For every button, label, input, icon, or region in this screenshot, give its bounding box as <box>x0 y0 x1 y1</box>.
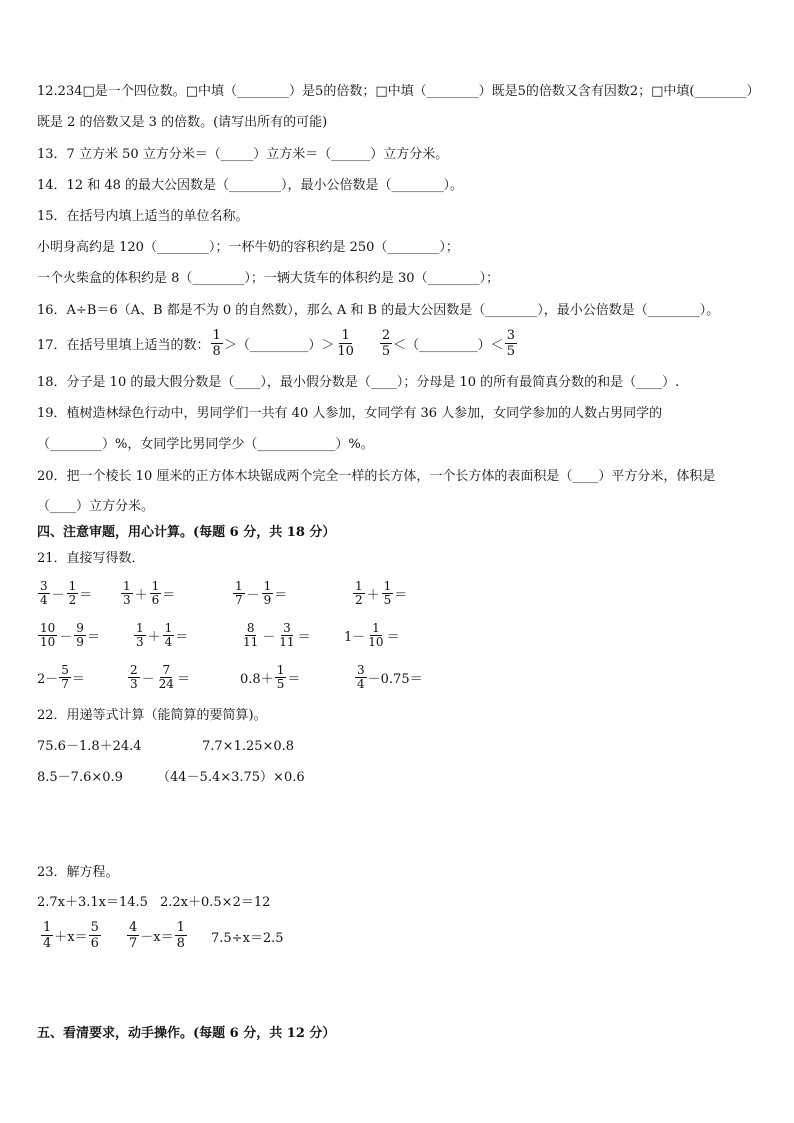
q20-line2: （____）立方分米。 <box>37 499 155 514</box>
q21-r1-c4: $\frac{1}{2}$ ＋ $\frac{1}{5}$ ＝ <box>355 579 408 607</box>
q21-r2-c1: $\frac{10}{10}$ － $\frac{9}{9}$ ＝ <box>40 621 100 649</box>
q20-line1: 20．把一个棱长 10 厘米的正方体木块锯成两个完全一样的长方体，一个长方体的表面积是（____）平方分米，体积是 <box>37 469 716 484</box>
q15-line2: 一个火柴盒的体积约是 8（________）；一辆大货车的体积约是 30（________）； <box>37 271 500 286</box>
q21-r1-c3: $\frac{1}{7}$ － $\frac{1}{9}$ ＝ <box>235 579 288 607</box>
q12-line2: 既是 2 的倍数又是 3 的倍数。(请写出所有的可能) <box>37 115 328 130</box>
q19-line1: 19．植树造林绿色行动中，男同学们一共有 40 人参加，女同学有 36 人参加，女同学参加的人数占男同学的 <box>37 406 663 421</box>
q21-r3-c1: 2－ $\frac{5}{7}$ ＝ <box>37 663 85 691</box>
q14: 14．12 和 48 的最大公因数是（________），最小公倍数是（________）。 <box>37 178 464 193</box>
q23-expr-3: 7.5÷x＝2.5 <box>211 931 284 946</box>
q21-r3-c4: $\frac{3}{4}$ －0.75＝ <box>357 663 423 691</box>
q23-eq-1: $\frac{1}{4}$ ＋x＝ $\frac{5}{6}$ <box>43 920 99 951</box>
q21-r2-c3: $\frac{8}{11}$ － $\frac{3}{11}$ ＝ <box>243 621 311 649</box>
q21-r3-c2: $\frac{2}{3}$ － $\frac{7}{24}$ ＝ <box>130 663 190 691</box>
q21-r1-c1: $\frac{3}{4}$ － $\frac{1}{2}$ ＝ <box>40 579 93 607</box>
q17-fraction-1: $\frac{1}{8}$ <box>212 328 221 359</box>
q23-expr-1: 2.7x＋3.1x＝14.5 <box>37 895 148 910</box>
q17-lt: ＜（_________）＜ <box>393 338 504 353</box>
q22-expr-4: （44－5.4×3.75）×0.6 <box>157 770 305 785</box>
q23-eq-2: $\frac{4}{7}$ －x＝ $\frac{1}{8}$ <box>129 920 185 951</box>
q23-expr-2: 2.2x＋0.5×2＝12 <box>160 895 271 910</box>
q13: 13．7 立方米 50 立方分米＝（_____）立方米＝（______）立方分米。 <box>37 147 449 162</box>
q21-title: 21．直接写得数． <box>37 551 145 566</box>
q21-r2-c2: $\frac{1}{3}$ ＋ $\frac{1}{4}$ ＝ <box>136 621 189 649</box>
q21-r2-c4: 1－ $\frac{1}{10}$ ＝ <box>344 621 400 649</box>
q17-fraction-2: $\frac{1}{10}$ <box>337 328 354 359</box>
q23-title: 23．解方程。 <box>37 865 119 880</box>
q17 <box>37 328 518 359</box>
q22-expr-2: 7.7×1.25×0.8 <box>202 739 295 754</box>
q22-expr-1: 75.6－1.8＋24.4 <box>37 739 142 754</box>
q16: 16．A÷B＝6（A、B 都是不为 0 的自然数），那么 A 和 B 的最大公因数是（________），最小公倍数是（________）。 <box>37 303 720 318</box>
q21-r3-c3: 0.8＋ $\frac{1}{5}$ ＝ <box>240 663 301 691</box>
q12-line1: 12.234□是一个四位数。□中填（________）是5的倍数；□中填（________）既是5的倍数又含有因数2；□中填(________） <box>37 84 760 99</box>
section-4-heading: 四、注意审题，用心计算。(每题 6 分，共 18 分） <box>37 525 336 540</box>
q17-prefix: 17．在括号里填上适当的数： <box>37 338 210 353</box>
q21-r1-c2: $\frac{1}{3}$ ＋ $\frac{1}{6}$ ＝ <box>123 579 176 607</box>
q18: 18．分子是 10 的最大假分数是（____），最小假分数是（____）；分母是 10 的所有最简真分数的和是（____）. <box>37 375 680 390</box>
section-5-heading: 五、看清要求，动手操作。(每题 6 分，共 12 分） <box>37 1026 336 1041</box>
q17-fraction-4: $\frac{3}{5}$ <box>506 328 515 359</box>
q17-gt: ＞（_________）＞ <box>223 338 335 353</box>
q17-fraction-3: $\frac{2}{5}$ <box>381 328 391 359</box>
q19-line2: （________）%，女同学比男同学少（____________）%。 <box>37 437 374 452</box>
q15-line1: 小明身高约是 120（________）；一杯牛奶的容积约是 250（________）； <box>37 240 459 255</box>
q15-title: 15．在括号内填上适当的单位名称。 <box>37 209 249 224</box>
q22-title: 22．用递等式计算（能简算的要简算)。 <box>37 708 267 723</box>
q22-expr-3: 8.5－7.6×0.9 <box>37 770 123 785</box>
